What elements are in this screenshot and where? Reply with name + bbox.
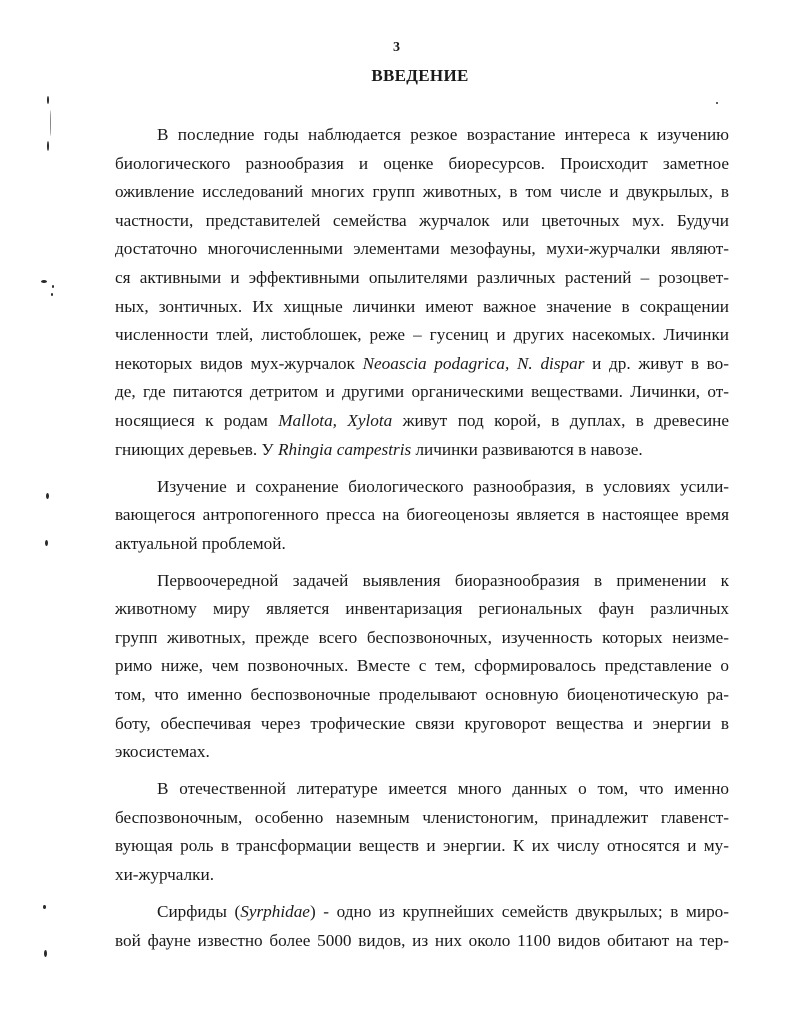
text-line	[115, 530, 729, 559]
text-line	[115, 207, 729, 236]
text-run: римо ниже, чем позвоночных. Вместе с тем, сформировалось представление о	[115, 656, 729, 676]
paragraph	[115, 121, 729, 464]
text-run: экосистемах.	[115, 742, 210, 762]
text-run: беспозвоночным, особенно наземным членистоногим, принадлежит главенст-	[115, 807, 729, 827]
scan-speck	[50, 110, 51, 136]
section-title: ВВЕДЕНИЕ	[371, 66, 469, 85]
text-run: биологического разнообразия и оценке биоресурсов. Происходит заметное	[115, 153, 729, 173]
body-text	[115, 121, 729, 964]
text-run: личинки развиваются в навозе.	[411, 439, 643, 459]
text-line	[115, 832, 729, 861]
scan-speck	[51, 293, 53, 296]
text-line	[115, 624, 729, 653]
text-run: Изучение и сохранение биологического разнообразия, в условиях усили-	[157, 476, 729, 496]
scan-speck	[716, 102, 718, 104]
text-line	[115, 178, 729, 207]
text-line	[115, 235, 729, 264]
text-run: носящиеся к родам	[115, 410, 279, 430]
text-run: боту, обеспечивая через трофические связи круговорот вещества и энергии в	[115, 713, 729, 733]
text-line	[115, 738, 729, 767]
paragraph	[115, 567, 729, 767]
text-run: ) - одно из крупнейших семейств двукрылых; в миро-	[309, 902, 730, 921]
text-run: хи-журчалки.	[115, 865, 214, 885]
page-number: 3	[393, 40, 400, 55]
text-line	[115, 775, 729, 804]
text-run: животному миру является инвентаризация региональных фаун различных	[115, 599, 729, 619]
text-line	[115, 567, 729, 596]
scan-speck	[47, 96, 49, 104]
text-run: де, где питаются детритом и другими органическими веществами. Личинки, от-	[115, 382, 729, 402]
text-run: достаточно многочисленными элементами мезофауны, мухи-журчалки являют-	[115, 239, 729, 259]
scan-speck	[45, 540, 48, 546]
scan-speck	[43, 905, 46, 909]
scan-speck	[44, 950, 47, 957]
text-line	[115, 293, 729, 322]
text-run: том, что именно беспозвоночные проделывают основную биоценотическую ра-	[115, 685, 729, 705]
text-run: ных, зонтичных. Их хищные личинки имеют важное значение в сокращении	[115, 296, 729, 316]
text-run: Первоочередной задачей выявления биоразнообразия в применении к	[157, 570, 729, 590]
italic-term: Syrphidae	[240, 902, 310, 921]
text-run: В отечественной литературе имеется много данных о том, что именно	[157, 779, 729, 799]
text-run: и др. живут в во-	[584, 353, 729, 373]
text-line	[115, 681, 729, 710]
text-run: живут под корой, в дуплах, в древесине	[392, 410, 729, 430]
text-run: частности, представителей семейства журчалок или цветочных мух. Будучи	[115, 210, 729, 230]
text-run: некоторых видов мух-журчалок	[115, 353, 363, 373]
text-run: вующая роль в трансформации веществ и энергии. К их числу относятся и му-	[115, 836, 729, 856]
text-line	[115, 652, 729, 681]
text-line	[115, 898, 729, 927]
text-line	[115, 861, 729, 890]
text-run: Сирфиды (	[157, 902, 241, 921]
text-run: гниющих деревьев. У	[115, 439, 278, 459]
text-line	[115, 264, 729, 293]
scan-speck	[41, 280, 47, 283]
text-run: актуальной проблемой.	[115, 533, 286, 553]
paragraph	[115, 473, 729, 559]
paragraph	[115, 898, 729, 955]
text-line	[115, 927, 729, 956]
text-line	[115, 150, 729, 179]
text-run: В последние годы наблюдается резкое возрастание интереса к изучению	[157, 125, 729, 144]
text-run: вой фауне известно более 5000 видов, из них около 1100 видов обитают на тер-	[115, 930, 729, 950]
italic-term: Rhingia campestris	[277, 439, 412, 459]
text-line	[115, 595, 729, 624]
scan-speck	[52, 285, 54, 288]
text-line	[115, 350, 729, 379]
text-line	[115, 436, 729, 465]
text-line	[115, 710, 729, 739]
text-line	[115, 321, 729, 350]
text-line	[115, 407, 729, 436]
text-line	[115, 804, 729, 833]
text-line	[115, 501, 729, 530]
text-line	[115, 121, 729, 150]
text-run: оживление исследований многих групп животных, в том числе и двукрылых, в	[115, 182, 729, 202]
italic-term: Neoascia podagrica, N. dispar	[362, 353, 585, 373]
scan-speck	[47, 141, 49, 151]
scan-speck	[46, 493, 49, 499]
text-run: ся активными и эффективными опылителями различных растений – розоцвет-	[115, 267, 729, 287]
text-line	[115, 378, 729, 407]
text-run: групп животных, прежде всего беспозвоночных, изученность которых неизме-	[115, 627, 729, 647]
italic-term: Mallota, Xylota	[278, 410, 393, 430]
text-line	[115, 473, 729, 502]
text-run: численности тлей, листоблошек, реже – гусениц и других насекомых. Личинки	[115, 325, 729, 345]
text-run: вающегося антропогенного пресса на биогеоценозы является в настоящее время	[115, 505, 729, 525]
paragraph	[115, 775, 729, 889]
